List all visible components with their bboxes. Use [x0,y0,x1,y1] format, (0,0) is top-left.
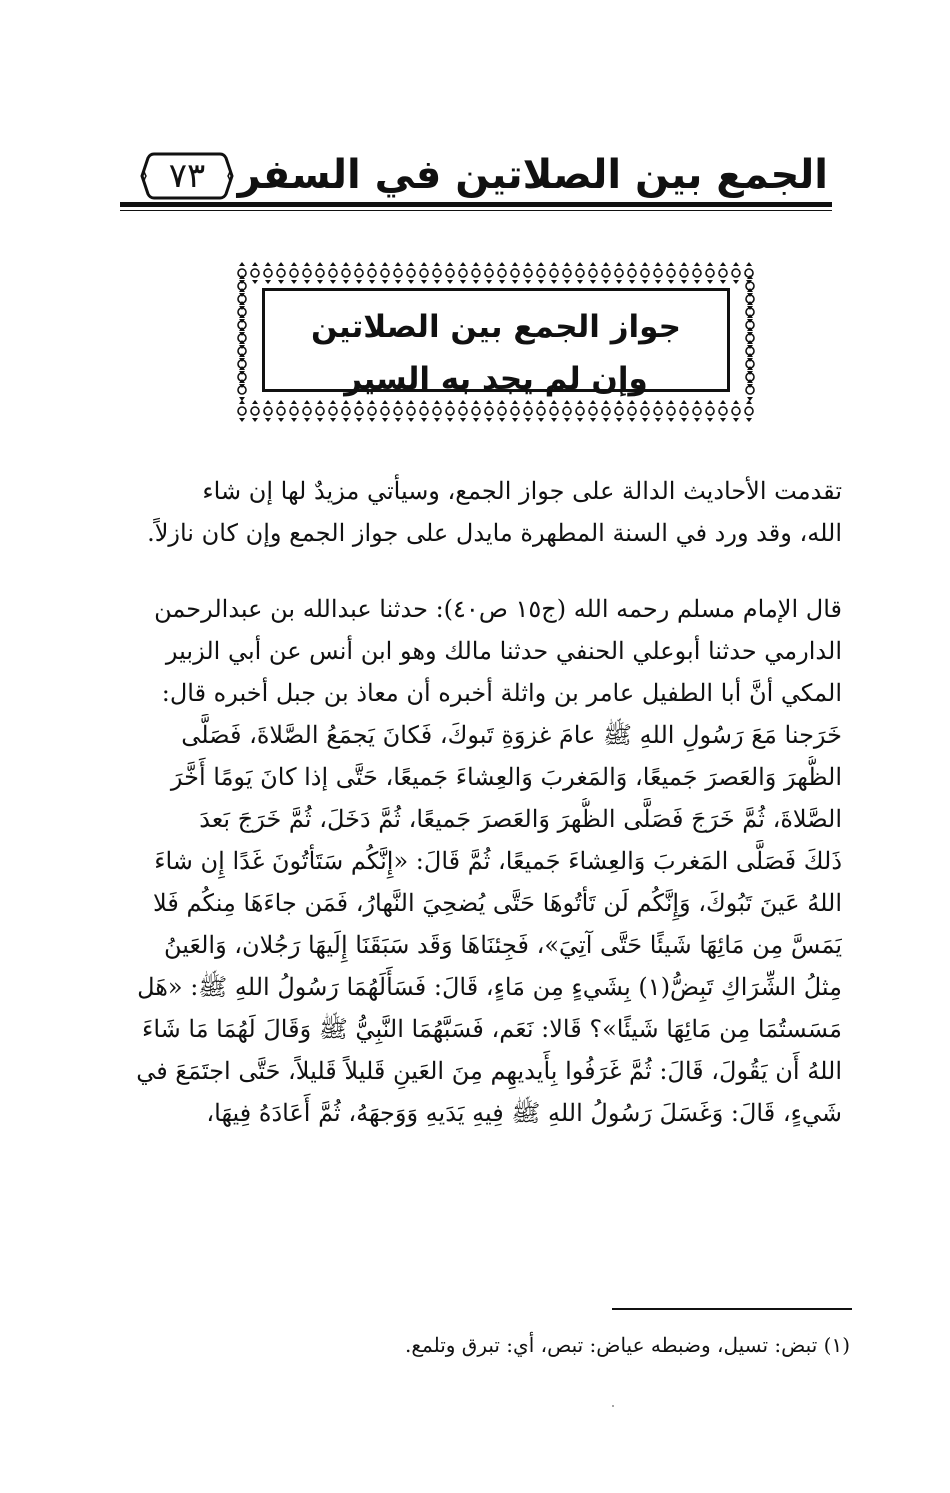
text-line: المكي أنَّ أبا الطفيل عامر بن واثلة أخبره أن معاذ بن جبل أخبره قال: [161,679,842,707]
text-line: اللهُ أَن يَقُولَ، قَالَ: ثُمَّ غَرَفُوا بِأَيديهِم مِنَ العَينِ قَليلاً قَليلاً، حَتَّى اجتَمَعَ في [136,1057,842,1085]
text-line: يَمَسَّ مِن مَائِهَا شَيئًا حَتَّى آتِيَ»، فَجِئنَاهَا وَقَد سَبَقَنَا إِلَيهَا رَجُلان، وَالعَينُ [164,931,842,959]
paragraph-1 [110,470,842,554]
page-number: ٧٣ [168,156,206,196]
text-line: الله، وقد ورد في السنة المطهرة مايدل على جواز الجمع وإن كان نازلاً. [147,519,842,547]
text-line: الصَّلاةَ، ثُمَّ خَرَجَ فَصَلَّى الظُّهرَ وَالعَصرَ جَميعًا، ثُمَّ دَخَلَ، ثُمَّ خَرَجَ بَعدَ [199,805,842,833]
text-line: اللهُ عَينَ تَبُوكَ، وَإِنَّكُم لَن تَأتُوهَا حَتَّى يُضحِيَ النَّهارُ، فَمَن جاءَهَا مِنكُم فَلا [153,889,842,917]
text-line: خَرَجنا مَعَ رَسُولِ اللهِ ﷺ عامَ غزوَةِ تَبوكَ، فَكانَ يَجمَعُ الصَّلاةَ، فَصَلَّى [181,721,842,749]
chapter-title-line-2: وإن لم يجد به السير [344,361,648,397]
text-line: تقدمت الأحاديث الدالة على جواز الجمع، وسيأتي مزيدٌ لها إن شاء [202,477,842,505]
page-speck [612,1405,614,1407]
chapter-title-frame [232,262,760,422]
header-rule-thin [120,210,832,211]
paragraph-2 [110,588,842,1134]
footnote: (١) تبض: تسيل، وضبطه عياض: تبص، أي: تبرق وتلمع. [405,1333,850,1357]
text-line: ذَلكَ فَصَلَّى المَغربَ وَالعِشاءَ جَميعًا، ثُمَّ قَالَ: «إِنَّكُم سَتَأتُونَ غَدًا إِن شاءَ [154,847,842,875]
text-line: مِثلُ الشِّرَاكِ تَبِضُّ(١) بِشَيءٍ مِن مَاءٍ، قَالَ: فَسَأَلَهُمَا رَسُولُ اللهِ ﷺ: «هَل [137,973,842,1001]
text-line: شَيءٍ، قَالَ: وَغَسَلَ رَسُولُ اللهِ ﷺ فِيهِ يَدَيهِ وَوَجهَهُ، ثُمَّ أَعَادَهُ فِيهَا، [206,1099,842,1127]
footnote-separator [612,1308,852,1310]
page-number-badge [140,150,234,202]
text-line: مَسَستُمَا مِن مَائِهَا شَيئًا»؟ قَالا: نَعَم، فَسَبَّهُمَا النَّبِيُّ ﷺ وَقَالَ لَهُمَا مَا شَاءَ [142,1015,842,1043]
running-title: الجمع بين الصلاتين في السفر [237,152,828,198]
header-rule-thick [120,202,832,207]
chapter-title-line-1: جواز الجمع بين الصلاتين [311,309,681,345]
text-line: الدارمي حدثنا أبوعلي الحنفي حدثنا مالك وهو ابن أنس عن أبي الزبير [165,637,842,665]
text-line: الظُّهرَ وَالعَصرَ جَميعًا، وَالمَغربَ وَالعِشاءَ جَميعًا، حَتَّى إذا كانَ يَومًا أَخَّرَ [170,763,842,791]
text-line: قال الإمام مسلم رحمه الله (ج١٥ ص٤٠): حدثنا عبدالله بن عبدالرحمن [154,595,842,623]
